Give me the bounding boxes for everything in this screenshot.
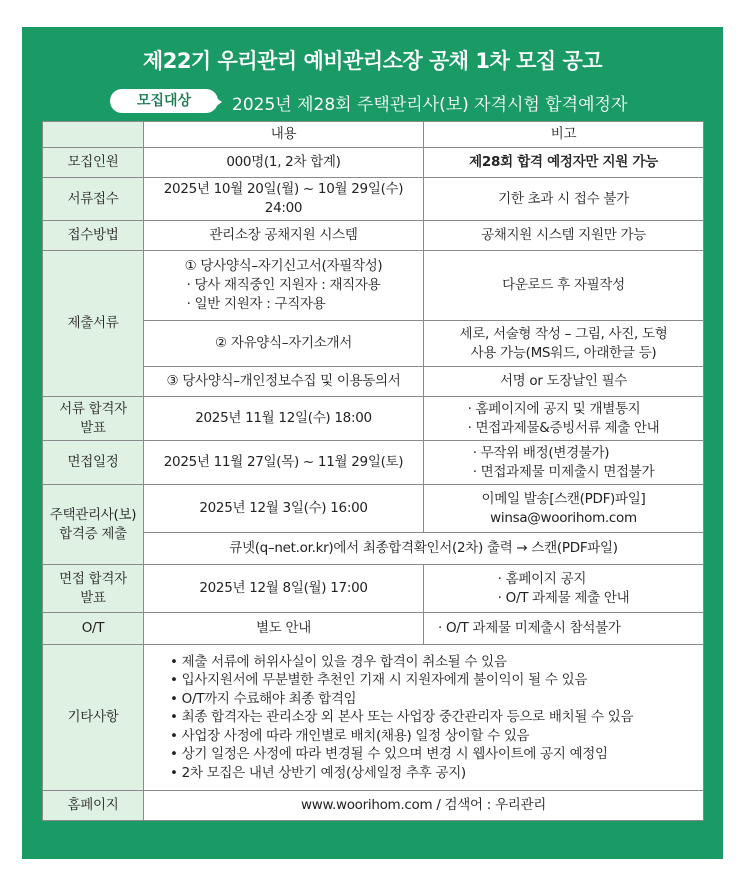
etc-list [148, 653, 699, 783]
docs-item1-note: 다운로드 후 자필작성 [424, 251, 704, 321]
docs-item2-note: 세로, 서술형 작성 – 그림, 사진, 도형 사용 가능(MS워드, 아래한글 등) [424, 321, 704, 367]
row-label: 기타사항 [43, 645, 144, 791]
row-label: 면접일정 [43, 441, 144, 485]
row-label: 모집인원 [43, 148, 144, 178]
recruit-table [42, 121, 704, 821]
table-row [43, 791, 704, 821]
table-row [43, 441, 704, 485]
table-row [43, 178, 704, 221]
cert-content: 2025년 12월 3일(수) 16:00 [144, 485, 424, 533]
docs-item2: ② 자유양식–자기소개서 [144, 321, 424, 367]
interview-note: · 무작위 배정(변경불가) · 면접과제물 미제출시 면접불가 [424, 441, 704, 485]
target-pill: 모집대상 [110, 89, 218, 113]
final-result-note: · 홈페이지 공지 · O/T 과제물 제출 안내 [424, 565, 704, 613]
col-note-header: 비고 [424, 122, 704, 148]
table-header-row [43, 122, 704, 148]
recruit-content: 000명(1, 2차 합계) [144, 148, 424, 178]
method-content: 관리소장 공채지원 시스템 [144, 221, 424, 251]
list-item: • 사업장 사정에 따라 개인별로 배치(채용) 일정 상이할 수 있음 [170, 727, 530, 744]
table-row [43, 485, 704, 533]
recruit-note: 제28회 합격 예정자만 지원 가능 [424, 148, 704, 178]
notice-frame [22, 27, 723, 859]
receipt-note: 기한 초과 시 접수 불가 [424, 178, 704, 221]
cert-note: 이메일 발송[스캔(PDF)파일] winsa@woorihom.com [424, 485, 704, 533]
target-text: 2025년 제28회 주택관리사(보) 자격시험 합격예정자 [232, 95, 628, 115]
row-label: 제출서류 [43, 251, 144, 397]
ot-note: · O/T 과제물 미제출시 참석불가 [424, 613, 704, 645]
notice-title: 제22기 우리관리 예비관리소장 공채 1차 모집 공고 [142, 49, 603, 73]
row-label: O/T [43, 613, 144, 645]
row-label: 접수방법 [43, 221, 144, 251]
table-row [43, 251, 704, 321]
table-row [43, 148, 704, 178]
table-row [43, 565, 704, 613]
docs-item3-note: 서명 or 도장날인 필수 [424, 367, 704, 397]
cert-full: 큐넷(q–net.or.kr)에서 최종합격확인서(2차) 출력 → 스캔(PDF파일) [144, 533, 704, 565]
target-row [22, 87, 723, 117]
interview-content: 2025년 11월 27일(목) ~ 11월 29일(토) [144, 441, 424, 485]
docs-item1-sub: · 당사 재직중인 지원자 : 재직자용 [186, 277, 381, 293]
etc-content [144, 645, 704, 791]
row-label: 면접 합격자 발표 [43, 565, 144, 613]
list-item: • O/T까지 수료해야 최종 합격임 [170, 690, 357, 707]
col-content-header: 내용 [144, 122, 424, 148]
table-row [43, 221, 704, 251]
final-result-content: 2025년 12월 8일(월) 17:00 [144, 565, 424, 613]
row-label: 주택관리사(보) 합격증 제출 [43, 485, 144, 565]
table-row [43, 397, 704, 441]
list-item: • 상기 일정은 사정에 따라 변경될 수 있으며 변경 시 웹사이트에 공지 예정임 [170, 746, 608, 763]
cert-email: winsa@woorihom.com [490, 509, 637, 526]
ot-content: 별도 안내 [144, 613, 424, 645]
row-label: 서류접수 [43, 178, 144, 221]
list-item: • 2차 모집은 내년 상반기 예정(상세일정 추후 공지) [170, 764, 466, 781]
table-row [43, 645, 704, 791]
row-label: 홈페이지 [43, 791, 144, 821]
docs-item1-sub: · 일반 지원자 : 구직자용 [186, 296, 326, 312]
pill-arrow-icon [212, 95, 222, 109]
table-row [43, 613, 704, 645]
row-label: 서류 합격자 발표 [43, 397, 144, 441]
docs-item3: ③ 당사양식–개인정보수집 및 이용동의서 [144, 367, 424, 397]
list-item: • 제출 서류에 허위사실이 있을 경우 합격이 취소될 수 있음 [170, 653, 507, 670]
homepage-link[interactable]: www.woorihom.com / 검색어 : 우리관리 [144, 791, 704, 821]
method-note: 공채지원 시스템 지원만 가능 [424, 221, 704, 251]
list-item: • 입사지원서에 무분별한 추천인 기재 시 지원자에게 불이익이 될 수 있음 [170, 672, 588, 689]
doc-result-content: 2025년 11월 12일(수) 18:00 [144, 397, 424, 441]
receipt-content: 2025년 10월 20일(월) ~ 10월 29일(수) 24:00 [144, 178, 424, 221]
docs-item1 [144, 251, 424, 321]
docs-item1-title: ① 당사양식–자기신고서(자필작성) [184, 258, 383, 274]
list-item: • 최종 합격자는 관리소장 외 본사 또는 사업장 중간관리자 등으로 배치될 수 있음 [170, 709, 634, 726]
doc-result-note: · 홈페이지에 공지 및 개별통지 · 면접과제물&증빙서류 제출 안내 [424, 397, 704, 441]
